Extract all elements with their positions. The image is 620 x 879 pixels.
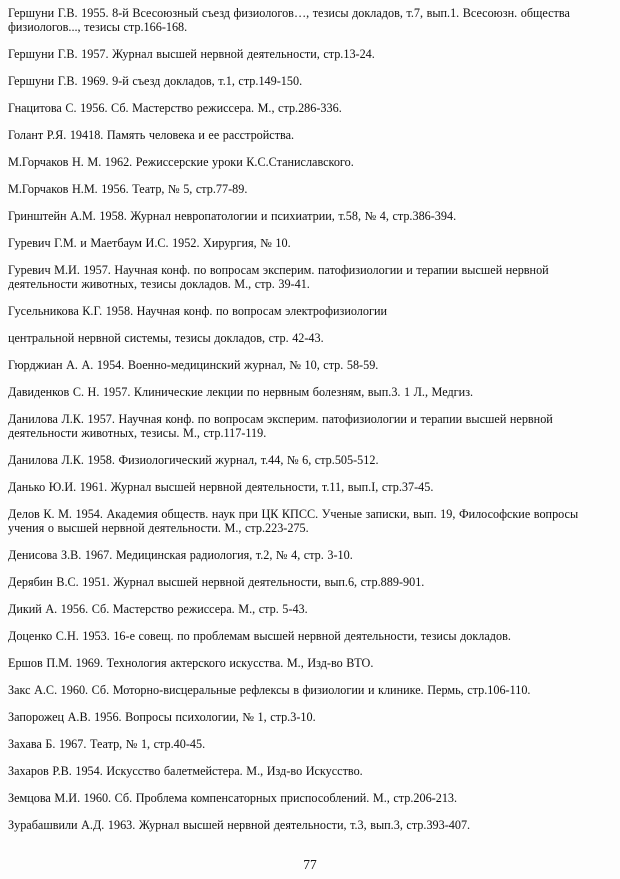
bibliography-entry: Гринштейн А.М. 1958. Журнал невропатологии и психиатрии, т.58, № 4, стр.386-394. (8, 209, 457, 223)
bibliography-entry: Земцова М.И. 1960. Сб. Проблема компенсаторных приспособлений. М., стр.206-213. (8, 791, 458, 805)
bibliography-entry: Делов К. М. 1954. Академия обществ. наук при ЦК КПСС. Ученые записки, вып. 19, Философские вопросы учения о высшей нервной деятельности. М., стр.223-275. (8, 507, 579, 535)
bibliography-entry: Гершуни Г.В. 1957. Журнал высшей нервной деятельности, стр.13-24. (8, 47, 375, 61)
bibliography-entry: Доценко С.Н. 1953. 16-е совещ. по проблемам высшей нервной деятельности, тезисы докладов. (8, 629, 511, 643)
bibliography-entry: Данилова Л.К. 1958. Физиологический журнал, т.44, № 6, стр.505-512. (8, 453, 379, 467)
bibliography-entry: центральной нервной системы, тезисы докладов, стр. 42-43. (8, 331, 324, 345)
bibliography-entry: Гуревич М.И. 1957. Научная конф. по вопросам эксперим. патофизиологии и терапии высшей нервной деятельности животных, тезисы докладов. М., стр. 39-41. (8, 263, 549, 291)
bibliography-entry: Денисова З.В. 1967. Медицинская радиология, т.2, № 4, стр. 3-10. (8, 548, 353, 562)
bibliography-list (8, 6, 610, 832)
bibliography-entry: Гершуни Г.В. 1969. 9-й съезд докладов, т.1, стр.149-150. (8, 74, 303, 88)
bibliography-entry: Запорожец А.В. 1956. Вопросы психологии, № 1, стр.3-10. (8, 710, 316, 724)
bibliography-entry: Данько Ю.И. 1961. Журнал высшей нервной деятельности, т.11, вып.I, стр.37-45. (8, 480, 434, 494)
bibliography-entry: М.Горчаков Н. М. 1962. Режиссерские уроки К.С.Станиславского. (8, 155, 354, 169)
bibliography-entry: Гусельникова К.Г. 1958. Научная конф. по вопросам электрофизиологии (8, 304, 387, 318)
bibliography-entry: Давиденков С. Н. 1957. Клинические лекции по нервным болезням, вып.3. 1 Л., Медгиз. (8, 385, 474, 399)
bibliography-entry: Захаров Р.В. 1954. Искусство балетмейстера. М., Изд-во Искусство. (8, 764, 363, 778)
bibliography-entry: Ершов П.М. 1969. Технология актерского искусства. М., Изд-во ВТО. (8, 656, 374, 670)
bibliography-entry: Захава Б. 1967. Театр, № 1, стр.40-45. (8, 737, 206, 751)
bibliography-entry: Гнацитова С. 1956. Сб. Мастерство режиссера. М., стр.286-336. (8, 101, 342, 115)
bibliography-entry: М.Горчаков Н.М. 1956. Театр, № 5, стр.77-89. (8, 182, 248, 196)
page-number: 77 (303, 857, 317, 872)
bibliography-entry: Гюрджиан А. А. 1954. Военно-медицинский журнал, № 10, стр. 58-59. (8, 358, 379, 372)
bibliography-entry: Дикий А. 1956. Сб. Мастерство режиссера. М., стр. 5-43. (8, 602, 308, 616)
bibliography-entry: Закс А.С. 1960. Сб. Моторно-висцеральные рефлексы в физиологии и клинике. Пермь, стр.106-110. (8, 683, 531, 697)
bibliography-entry: Гершуни Г.В. 1955. 8-й Всесоюзный съезд физиологов…, тезисы докладов, т.7, вып.1. Всесоюзн. общества физиологов..., тезисы стр.166-168. (8, 6, 570, 34)
bibliography-entry: Дерябин В.С. 1951. Журнал высшей нервной деятельности, вып.6, стр.889-901. (8, 575, 425, 589)
bibliography-entry: Голант Р.Я. 19418. Память человека и ее расстройства. (8, 128, 295, 142)
bibliography-entry: Гуревич Г.М. и Маетбаум И.С. 1952. Хирургия, № 10. (8, 236, 291, 250)
bibliography-entry: Зурабашвили А.Д. 1963. Журнал высшей нервной деятельности, т.3, вып.3, стр.393-407. (8, 818, 471, 832)
bibliography-entry: Данилова Л.К. 1957. Научная конф. по вопросам эксперим. патофизиологии и терапии высшей нервной деятельности животных, тезисы. М., стр.117-119. (8, 412, 553, 440)
